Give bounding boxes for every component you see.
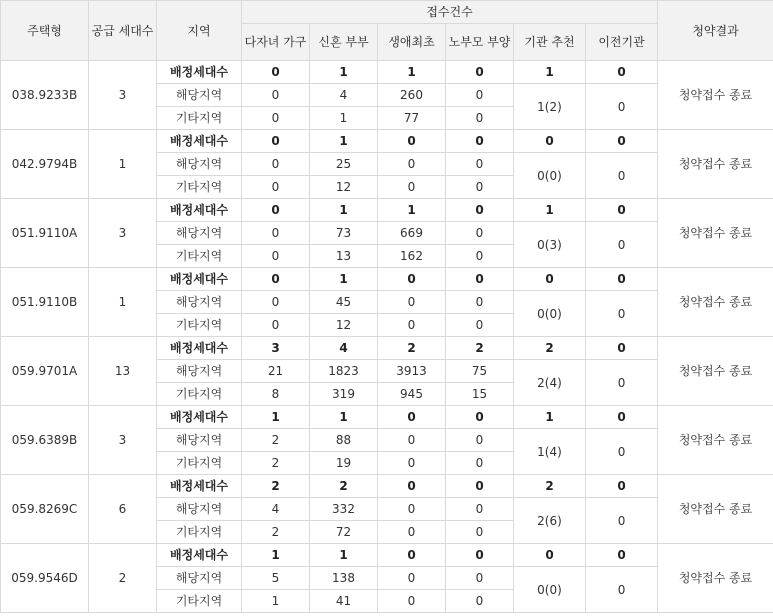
newlywed-cell: 1 [310, 199, 378, 222]
elderly-parent-cell: 2 [446, 337, 514, 360]
result-cell: 청약접수 종료 [658, 337, 773, 406]
elderly-parent-cell: 0 [446, 199, 514, 222]
first-time-cell: 0 [378, 429, 446, 452]
newlywed-cell: 12 [310, 176, 378, 199]
first-time-cell: 2 [378, 337, 446, 360]
elderly-parent-cell: 0 [446, 452, 514, 475]
agency-cell: 2(6) [514, 498, 586, 544]
newlywed-cell: 1 [310, 268, 378, 291]
newlywed-cell: 1 [310, 61, 378, 84]
elderly-parent-cell: 0 [446, 130, 514, 153]
relocation-cell: 0 [586, 222, 658, 268]
result-cell: 청약접수 종료 [658, 544, 773, 613]
relocation-cell: 0 [586, 130, 658, 153]
agency-cell: 2 [514, 337, 586, 360]
header-supply: 공급 세대수 [89, 1, 157, 61]
multi-child-cell: 4 [242, 498, 310, 521]
first-time-cell: 0 [378, 475, 446, 498]
region-cell: 기타지역 [157, 314, 242, 337]
first-time-cell: 0 [378, 314, 446, 337]
multi-child-cell: 21 [242, 360, 310, 383]
elderly-parent-cell: 0 [446, 314, 514, 337]
multi-child-cell: 0 [242, 199, 310, 222]
table-row [1, 544, 773, 567]
elderly-parent-cell: 0 [446, 590, 514, 613]
region-cell: 기타지역 [157, 245, 242, 268]
supply-cell: 1 [89, 130, 157, 199]
region-cell: 해당지역 [157, 84, 242, 107]
result-cell: 청약접수 종료 [658, 475, 773, 544]
housing-type-cell: 038.9233B [1, 61, 89, 130]
multi-child-cell: 2 [242, 475, 310, 498]
supply-cell: 2 [89, 544, 157, 613]
relocation-cell: 0 [586, 61, 658, 84]
header-newlywed: 신혼 부부 [310, 24, 378, 61]
multi-child-cell: 1 [242, 544, 310, 567]
relocation-cell: 0 [586, 291, 658, 337]
region-cell: 배정세대수 [157, 130, 242, 153]
multi-child-cell: 0 [242, 222, 310, 245]
region-cell: 배정세대수 [157, 406, 242, 429]
result-cell: 청약접수 종료 [658, 61, 773, 130]
table-row [1, 268, 773, 291]
first-time-cell: 162 [378, 245, 446, 268]
region-cell: 배정세대수 [157, 199, 242, 222]
multi-child-cell: 0 [242, 130, 310, 153]
result-cell: 청약접수 종료 [658, 130, 773, 199]
agency-cell: 1(2) [514, 84, 586, 130]
result-cell: 청약접수 종료 [658, 199, 773, 268]
elderly-parent-cell: 0 [446, 176, 514, 199]
elderly-parent-cell: 15 [446, 383, 514, 406]
agency-cell: 0(0) [514, 567, 586, 613]
elderly-parent-cell: 0 [446, 291, 514, 314]
agency-cell: 1(4) [514, 429, 586, 475]
first-time-cell: 0 [378, 590, 446, 613]
multi-child-cell: 0 [242, 61, 310, 84]
elderly-parent-cell: 0 [446, 61, 514, 84]
multi-child-cell: 0 [242, 291, 310, 314]
newlywed-cell: 73 [310, 222, 378, 245]
newlywed-cell: 1 [310, 406, 378, 429]
multi-child-cell: 1 [242, 406, 310, 429]
multi-child-cell: 2 [242, 521, 310, 544]
first-time-cell: 3913 [378, 360, 446, 383]
region-cell: 해당지역 [157, 291, 242, 314]
region-cell: 기타지역 [157, 521, 242, 544]
first-time-cell: 0 [378, 268, 446, 291]
header-multi-child: 다자녀 가구 [242, 24, 310, 61]
newlywed-cell: 41 [310, 590, 378, 613]
agency-cell: 0 [514, 130, 586, 153]
header-agency: 기관 추천 [514, 24, 586, 61]
region-cell: 기타지역 [157, 107, 242, 130]
housing-type-cell: 059.9701A [1, 337, 89, 406]
first-time-cell: 0 [378, 291, 446, 314]
multi-child-cell: 2 [242, 429, 310, 452]
relocation-cell: 0 [586, 337, 658, 360]
agency-cell: 1 [514, 61, 586, 84]
relocation-cell: 0 [586, 199, 658, 222]
relocation-cell: 0 [586, 544, 658, 567]
header-elderly-parent: 노부모 부양 [446, 24, 514, 61]
newlywed-cell: 72 [310, 521, 378, 544]
elderly-parent-cell: 0 [446, 567, 514, 590]
newlywed-cell: 4 [310, 84, 378, 107]
newlywed-cell: 19 [310, 452, 378, 475]
first-time-cell: 1 [378, 199, 446, 222]
multi-child-cell: 1 [242, 590, 310, 613]
first-time-cell: 260 [378, 84, 446, 107]
first-time-cell: 0 [378, 130, 446, 153]
result-cell: 청약접수 종료 [658, 268, 773, 337]
newlywed-cell: 1 [310, 130, 378, 153]
region-cell: 배정세대수 [157, 337, 242, 360]
header-region: 지역 [157, 1, 242, 61]
elderly-parent-cell: 75 [446, 360, 514, 383]
region-cell: 해당지역 [157, 360, 242, 383]
agency-cell: 1 [514, 406, 586, 429]
multi-child-cell: 0 [242, 176, 310, 199]
region-cell: 기타지역 [157, 452, 242, 475]
region-cell: 해당지역 [157, 429, 242, 452]
header-housing-type: 주택형 [1, 1, 89, 61]
agency-cell: 0(0) [514, 291, 586, 337]
region-cell: 배정세대수 [157, 61, 242, 84]
region-cell: 기타지역 [157, 590, 242, 613]
newlywed-cell: 13 [310, 245, 378, 268]
region-cell: 배정세대수 [157, 544, 242, 567]
newlywed-cell: 2 [310, 475, 378, 498]
supply-cell: 3 [89, 61, 157, 130]
elderly-parent-cell: 0 [446, 475, 514, 498]
first-time-cell: 0 [378, 544, 446, 567]
table-row [1, 61, 773, 84]
table-row [1, 475, 773, 498]
multi-child-cell: 0 [242, 153, 310, 176]
header-relocation: 이전기관 [586, 24, 658, 61]
first-time-cell: 945 [378, 383, 446, 406]
table-row [1, 406, 773, 429]
supply-cell: 3 [89, 406, 157, 475]
relocation-cell: 0 [586, 406, 658, 429]
multi-child-cell: 3 [242, 337, 310, 360]
newlywed-cell: 1 [310, 544, 378, 567]
relocation-cell: 0 [586, 153, 658, 199]
multi-child-cell: 0 [242, 84, 310, 107]
multi-child-cell: 2 [242, 452, 310, 475]
multi-child-cell: 8 [242, 383, 310, 406]
supply-cell: 13 [89, 337, 157, 406]
first-time-cell: 0 [378, 452, 446, 475]
agency-cell: 2 [514, 475, 586, 498]
agency-cell: 2(4) [514, 360, 586, 406]
housing-type-cell: 051.9110B [1, 268, 89, 337]
relocation-cell: 0 [586, 360, 658, 406]
newlywed-cell: 138 [310, 567, 378, 590]
region-cell: 배정세대수 [157, 268, 242, 291]
newlywed-cell: 319 [310, 383, 378, 406]
elderly-parent-cell: 0 [446, 153, 514, 176]
table-row [1, 199, 773, 222]
region-cell: 해당지역 [157, 222, 242, 245]
elderly-parent-cell: 0 [446, 84, 514, 107]
first-time-cell: 0 [378, 406, 446, 429]
elderly-parent-cell: 0 [446, 521, 514, 544]
region-cell: 해당지역 [157, 153, 242, 176]
supply-cell: 1 [89, 268, 157, 337]
first-time-cell: 1 [378, 61, 446, 84]
first-time-cell: 0 [378, 567, 446, 590]
multi-child-cell: 5 [242, 567, 310, 590]
first-time-cell: 0 [378, 153, 446, 176]
header-first-time: 생애최초 [378, 24, 446, 61]
header-result: 청약결과 [658, 1, 773, 61]
region-cell: 해당지역 [157, 567, 242, 590]
agency-cell: 0 [514, 544, 586, 567]
relocation-cell: 0 [586, 498, 658, 544]
newlywed-cell: 25 [310, 153, 378, 176]
first-time-cell: 0 [378, 498, 446, 521]
elderly-parent-cell: 0 [446, 544, 514, 567]
relocation-cell: 0 [586, 429, 658, 475]
region-cell: 해당지역 [157, 498, 242, 521]
housing-type-cell: 059.9546D [1, 544, 89, 613]
elderly-parent-cell: 0 [446, 429, 514, 452]
newlywed-cell: 1 [310, 107, 378, 130]
elderly-parent-cell: 0 [446, 107, 514, 130]
first-time-cell: 77 [378, 107, 446, 130]
newlywed-cell: 88 [310, 429, 378, 452]
agency-cell: 0(0) [514, 153, 586, 199]
newlywed-cell: 4 [310, 337, 378, 360]
first-time-cell: 0 [378, 176, 446, 199]
result-cell: 청약접수 종료 [658, 406, 773, 475]
housing-type-cell: 051.9110A [1, 199, 89, 268]
table-body [1, 61, 773, 613]
region-cell: 기타지역 [157, 176, 242, 199]
multi-child-cell: 0 [242, 314, 310, 337]
elderly-parent-cell: 0 [446, 222, 514, 245]
newlywed-cell: 45 [310, 291, 378, 314]
relocation-cell: 0 [586, 567, 658, 613]
housing-type-cell: 059.8269C [1, 475, 89, 544]
elderly-parent-cell: 0 [446, 406, 514, 429]
table-row [1, 130, 773, 153]
supply-cell: 6 [89, 475, 157, 544]
region-cell: 배정세대수 [157, 475, 242, 498]
housing-type-cell: 059.6389B [1, 406, 89, 475]
first-time-cell: 669 [378, 222, 446, 245]
agency-cell: 0(3) [514, 222, 586, 268]
region-cell: 기타지역 [157, 383, 242, 406]
agency-cell: 0 [514, 268, 586, 291]
relocation-cell: 0 [586, 268, 658, 291]
first-time-cell: 0 [378, 521, 446, 544]
elderly-parent-cell: 0 [446, 268, 514, 291]
relocation-cell: 0 [586, 84, 658, 130]
relocation-cell: 0 [586, 475, 658, 498]
elderly-parent-cell: 0 [446, 245, 514, 268]
header-received: 접수건수 [242, 1, 658, 24]
multi-child-cell: 0 [242, 245, 310, 268]
housing-type-cell: 042.9794B [1, 130, 89, 199]
elderly-parent-cell: 0 [446, 498, 514, 521]
newlywed-cell: 12 [310, 314, 378, 337]
supply-cell: 3 [89, 199, 157, 268]
agency-cell: 1 [514, 199, 586, 222]
multi-child-cell: 0 [242, 268, 310, 291]
newlywed-cell: 332 [310, 498, 378, 521]
multi-child-cell: 0 [242, 107, 310, 130]
newlywed-cell: 1823 [310, 360, 378, 383]
table-row [1, 337, 773, 360]
